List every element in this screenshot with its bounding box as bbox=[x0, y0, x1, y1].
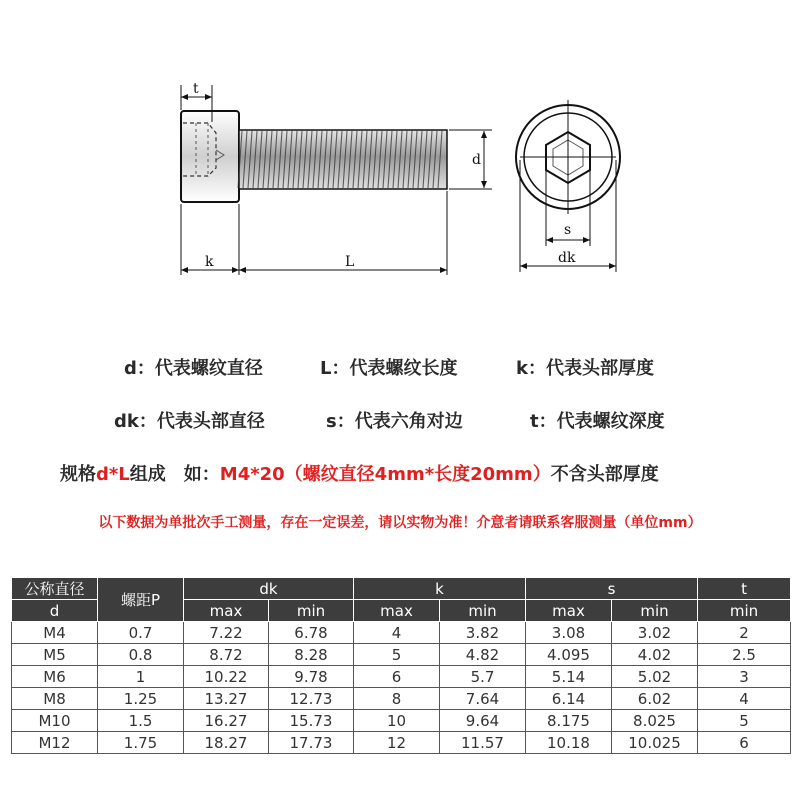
table-cell: 18.27 bbox=[184, 732, 269, 754]
table-row bbox=[12, 622, 791, 644]
table-cell: 5 bbox=[354, 644, 440, 666]
legend-t: t：代表螺纹深度 bbox=[530, 411, 665, 432]
header-group-t: t bbox=[698, 578, 791, 600]
table-cell: M12 bbox=[12, 732, 98, 754]
table-cell: M6 bbox=[12, 666, 98, 688]
table-cell: 3.08 bbox=[526, 622, 612, 644]
legend-dk: dk：代表头部直径 bbox=[114, 411, 265, 432]
table-row bbox=[12, 688, 791, 710]
table-cell: 8.28 bbox=[269, 644, 354, 666]
dim-label-s: s bbox=[564, 222, 572, 238]
bolt-head-side-view bbox=[181, 111, 239, 202]
header-k-min: min bbox=[440, 600, 526, 622]
spec-line-text bbox=[60, 460, 659, 486]
table-cell: 10.22 bbox=[184, 666, 269, 688]
table-cell: 2.5 bbox=[698, 644, 791, 666]
spec-table bbox=[11, 577, 791, 754]
table-cell: 4.095 bbox=[526, 644, 612, 666]
table-cell: 3.82 bbox=[440, 622, 526, 644]
table-cell: 10.025 bbox=[612, 732, 698, 754]
header-t-min: min bbox=[698, 600, 791, 622]
table-cell: 6 bbox=[354, 666, 440, 688]
spec-suffix: 不含头部厚度 bbox=[550, 464, 659, 485]
measurement-note: 以下数据为单批次手工测量，存在一定误差，请以实物为准！介意者请联系客服测量（单位mm） bbox=[98, 515, 702, 531]
dim-label-L: L bbox=[345, 254, 355, 270]
dim-label-dk: dk bbox=[558, 250, 576, 266]
spec-example: M4*20（螺纹直径4mm*长度20mm） bbox=[219, 464, 551, 485]
dim-label-t: t bbox=[193, 81, 199, 97]
table-cell: 6.14 bbox=[526, 688, 612, 710]
table-cell: M5 bbox=[12, 644, 98, 666]
header-group-s: s bbox=[526, 578, 698, 600]
bolt-end-view bbox=[516, 100, 620, 214]
table-cell: 10.18 bbox=[526, 732, 612, 754]
table-cell: 9.64 bbox=[440, 710, 526, 732]
table-cell: 6 bbox=[698, 732, 791, 754]
table-cell: 0.7 bbox=[98, 622, 184, 644]
table-cell: 7.64 bbox=[440, 688, 526, 710]
table-cell: 8.72 bbox=[184, 644, 269, 666]
table-cell: 1.25 bbox=[98, 688, 184, 710]
table-cell: 12 bbox=[354, 732, 440, 754]
table-row bbox=[12, 710, 791, 732]
table-cell: M4 bbox=[12, 622, 98, 644]
header-group-dk: dk bbox=[184, 578, 354, 600]
table-cell: 5.02 bbox=[612, 666, 698, 688]
table-cell: 5.14 bbox=[526, 666, 612, 688]
table-cell: 10 bbox=[354, 710, 440, 732]
table-cell: 1 bbox=[98, 666, 184, 688]
spec-formula: d*L bbox=[96, 464, 130, 485]
header-k-max: max bbox=[354, 600, 440, 622]
table-row bbox=[12, 666, 791, 688]
table-cell: 4.82 bbox=[440, 644, 526, 666]
bolt-shank-side-view bbox=[238, 130, 447, 189]
table-cell: 2 bbox=[698, 622, 791, 644]
table-cell: 1.75 bbox=[98, 732, 184, 754]
header-s-min: min bbox=[612, 600, 698, 622]
table-header-row-1 bbox=[12, 578, 791, 600]
table-cell: 17.73 bbox=[269, 732, 354, 754]
header-dk-min: min bbox=[269, 600, 354, 622]
table-cell: 4 bbox=[698, 688, 791, 710]
legend-d: d：代表螺纹直径 bbox=[124, 358, 263, 379]
table-cell: 8 bbox=[354, 688, 440, 710]
table-cell: 3 bbox=[698, 666, 791, 688]
dim-label-k: k bbox=[205, 254, 214, 270]
dim-label-d: d bbox=[472, 152, 481, 168]
legend-L: L：代表螺纹长度 bbox=[320, 358, 458, 379]
table-cell: 7.22 bbox=[184, 622, 269, 644]
table-cell: 3.02 bbox=[612, 622, 698, 644]
header-nominal-diameter: 公称直径 bbox=[12, 578, 98, 600]
header-group-k: k bbox=[354, 578, 526, 600]
legend-k: k：代表头部厚度 bbox=[516, 358, 654, 379]
table-cell: 9.78 bbox=[269, 666, 354, 688]
table-cell: 5 bbox=[698, 710, 791, 732]
bolt-drawing bbox=[0, 0, 800, 330]
table-cell: M8 bbox=[12, 688, 98, 710]
table-cell: 8.175 bbox=[526, 710, 612, 732]
header-s-max: max bbox=[526, 600, 612, 622]
header-dk-max: max bbox=[184, 600, 269, 622]
header-nominal-d: d bbox=[12, 600, 98, 622]
table-cell: 0.8 bbox=[98, 644, 184, 666]
spec-formula-suffix: 组成 如： bbox=[129, 464, 220, 485]
table-cell: 1.5 bbox=[98, 710, 184, 732]
table-cell: 16.27 bbox=[184, 710, 269, 732]
table-cell: 15.73 bbox=[269, 710, 354, 732]
header-pitch: 螺距P bbox=[98, 578, 184, 622]
table-cell: 4 bbox=[354, 622, 440, 644]
table-cell: 11.57 bbox=[440, 732, 526, 754]
table-cell: 8.025 bbox=[612, 710, 698, 732]
table-cell: 6.78 bbox=[269, 622, 354, 644]
table-cell: M10 bbox=[12, 710, 98, 732]
table-cell: 12.73 bbox=[269, 688, 354, 710]
table-cell: 5.7 bbox=[440, 666, 526, 688]
legend-s: s：代表六角对边 bbox=[326, 411, 463, 432]
table-cell: 6.02 bbox=[612, 688, 698, 710]
table-row bbox=[12, 644, 791, 666]
table-row bbox=[12, 732, 791, 754]
table-cell: 4.02 bbox=[612, 644, 698, 666]
spec-prefix: 规格 bbox=[60, 464, 96, 485]
table-cell: 13.27 bbox=[184, 688, 269, 710]
